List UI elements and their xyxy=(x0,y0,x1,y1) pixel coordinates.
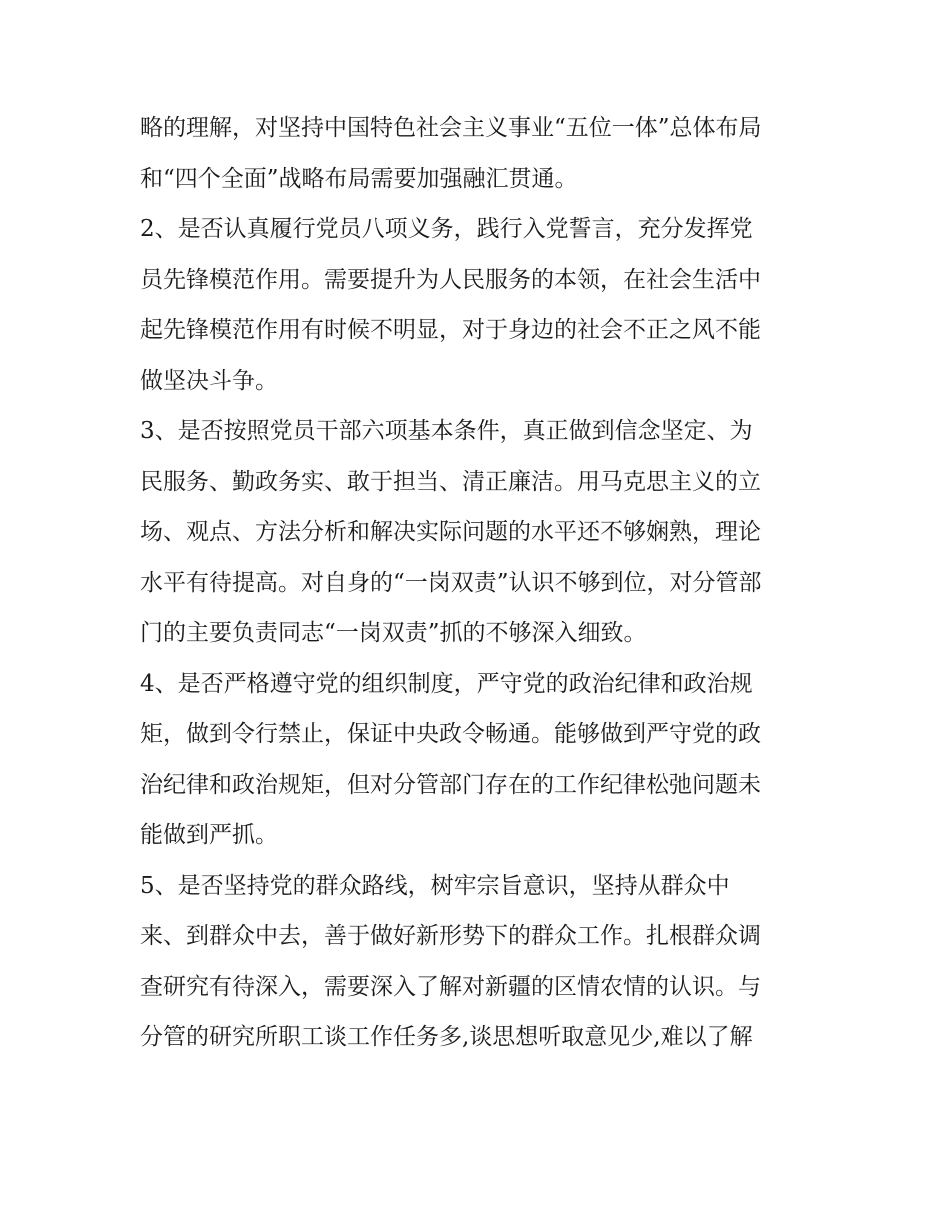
text-line: 4、是否严格遵守党的组织制度，严守党的政治纪律和政治规 xyxy=(140,670,753,697)
text-line: 起先锋模范作用有时候不明显，对于身边的社会不正之风不能 xyxy=(140,317,761,343)
text-line: 5、是否坚持党的群众路线，树牢宗旨意识，坚持从群众中 xyxy=(140,872,730,899)
text-line: 场、观点、方法分析和解决实际问题的水平还不够娴熟，理论 xyxy=(140,519,761,545)
text-line: 来、到群众中去，善于做好新形势下的群众工作。扎根群众调 xyxy=(140,923,761,949)
text-line: 水平有待提高。对自身的“一岗双责”认识不够到位，对分管部 xyxy=(140,569,762,596)
text-line: 民服务、勤政务实、敢于担当、清正廉洁。用马克思主义的立 xyxy=(140,468,761,495)
text-line: 略的理解，对坚持中国特色社会主义事业“五位一体”总体布局 xyxy=(140,115,762,141)
text-line: 矩，做到令行禁止，保证中央政令畅通。能够做到严守党的政 xyxy=(140,721,761,747)
text-line: 能做到严抓。 xyxy=(140,822,278,848)
text-line: 3、是否按照党员干部六项基本条件，真正做到信念坚定、为 xyxy=(140,418,753,444)
text-line: 治纪律和政治规矩，但对分管部门存在的工作纪律松弛问题未 xyxy=(140,771,761,798)
text-line: 和“四个全面”战略布局需要加强融汇贯通。 xyxy=(140,165,578,192)
text-line: 门的主要负责同志“一岗双责”抓的不够深入细致。 xyxy=(140,620,647,646)
text-line: 2、是否认真履行党员八项义务，践行入党誓言，充分发挥党 xyxy=(140,216,753,242)
text-line: 分管的研究所职工谈工作任务多,谈思想听取意见少,难以了解 xyxy=(140,1024,753,1050)
text-line: 员先锋模范作用。需要提升为人民服务的本领，在社会生活中 xyxy=(140,266,761,293)
body-text xyxy=(140,103,820,1063)
text-line: 查研究有待深入，需要深入了解对新疆的区情农情的认识。与 xyxy=(140,973,761,1000)
text-line: 做坚决斗争。 xyxy=(140,367,278,394)
